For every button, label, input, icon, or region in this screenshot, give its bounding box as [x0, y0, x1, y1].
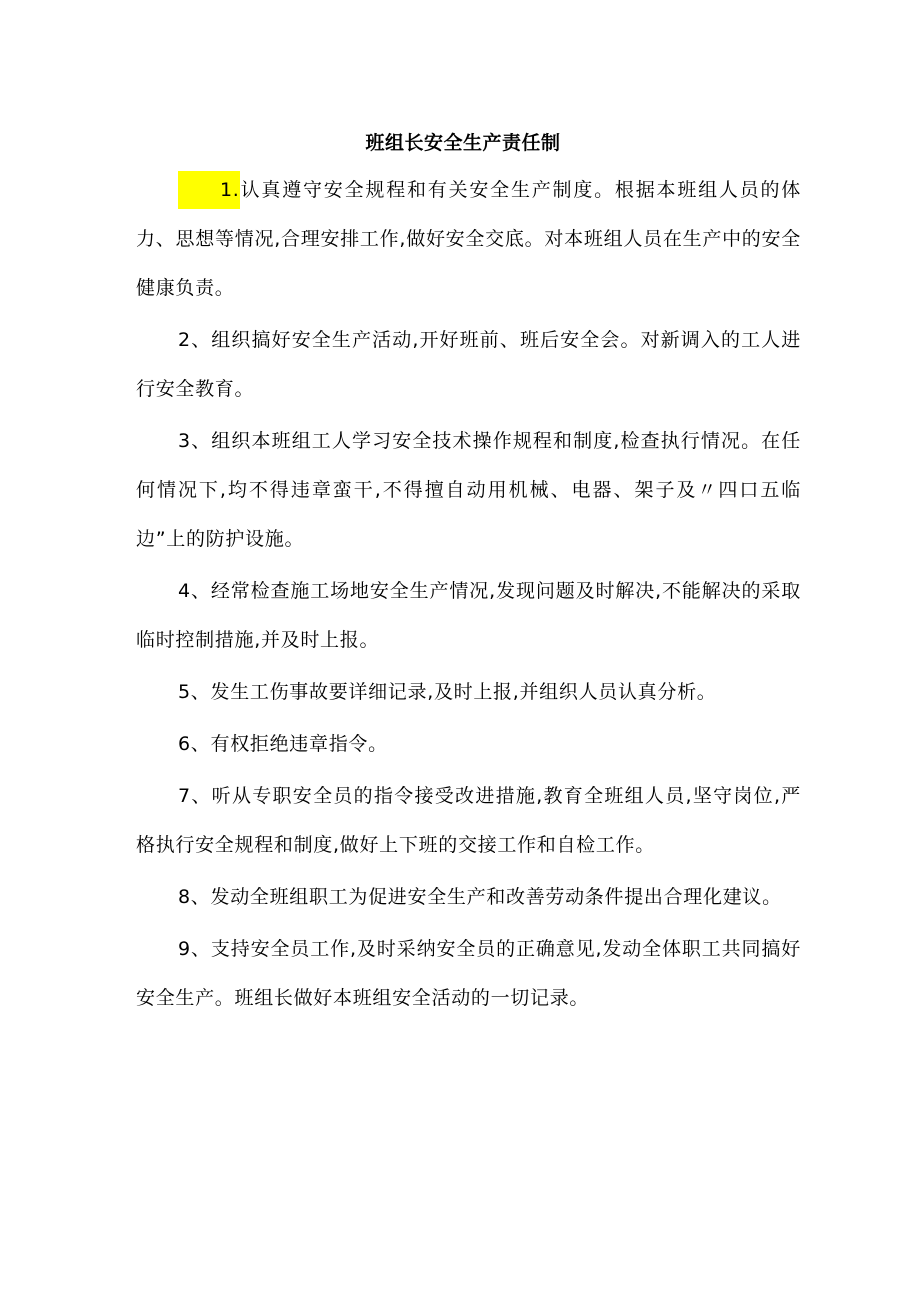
item-text: 有权拒绝违章指令。 [210, 733, 388, 755]
item-text: 听从专职安全员的指令接受改进措施,教育全班组人员,坚守岗位,严格执行安全规程和制度,做好上下班的交接工作和自检工作。 [136, 785, 801, 856]
item-text: 组织本班组工人学习安全技术操作规程和制度,检查执行情况。在任何情况下,均不得违章蛮干,不得擅自动用机械、电器、架子及〃四口五临边”上的防护设施。 [136, 430, 801, 550]
item-text: 组织搞好安全生产活动,开好班前、班后安全会。对新调入的工人进行安全教育。 [136, 329, 801, 400]
list-item [136, 873, 801, 922]
item-number: 2、 [178, 329, 212, 351]
list-item [136, 166, 801, 313]
list-item [136, 668, 801, 717]
list-item [136, 567, 801, 665]
item-text: 经常检查施工场地安全生产情况,发现问题及时解决,不能解决的采取临时控制措施,并及时上报。 [136, 580, 802, 651]
item-text: 认真遵守安全规程和有关安全生产制度。根据本班组人员的体力、思想等情况,合理安排工作,做好安全交底。对本班组人员在生产中的安全健康负责。 [136, 179, 801, 299]
item-text: 发动全班组职工为促进安全生产和改善劳动条件提出合理化建议。 [210, 886, 782, 908]
item-number: 7、 [178, 785, 212, 807]
list-item [136, 925, 801, 1023]
list-item [136, 772, 801, 870]
item-number: 8、 [178, 886, 211, 908]
list-item [136, 316, 801, 414]
document-body [136, 166, 801, 1026]
list-item [136, 417, 801, 564]
list-item [136, 720, 801, 769]
item-number: 4、 [178, 580, 211, 602]
item-number-highlighted: 1. [178, 171, 240, 209]
item-number: 9、 [178, 938, 211, 960]
item-number: 3、 [178, 430, 212, 452]
item-number: 5、 [178, 681, 211, 703]
document-title: 班组长安全生产责任制 [365, 132, 561, 154]
item-number: 6、 [178, 733, 211, 755]
item-text: 发生工伤事故要详细记录,及时上报,并组织人员认真分析。 [210, 681, 717, 703]
item-text: 支持安全员工作,及时采纳安全员的正确意见,发动全体职工共同搞好安全生产。班组长做好本班组安全活动的一切记录。 [136, 938, 802, 1009]
